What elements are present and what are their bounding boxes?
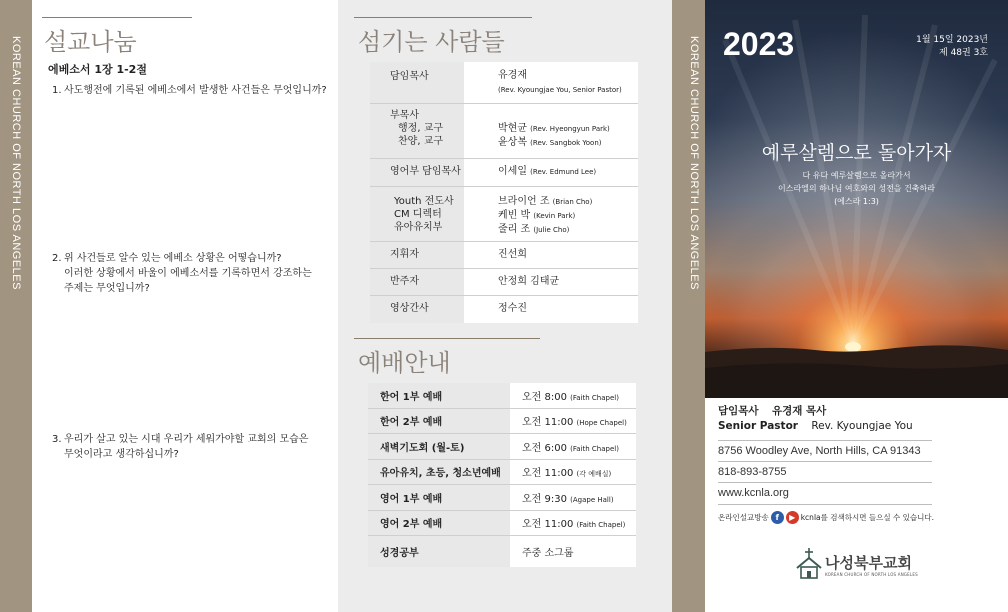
question-text: 위 사건들로 알수 있는 에베소 상황은 어떻습니까? [64,253,282,264]
verse-line: 이스라엘의 하나님 여호와의 성전을 건축하라 [777,184,935,193]
divider [718,440,932,441]
person-name-en: (Rev. Edmund Lee) [530,168,597,176]
church-name-vertical-middle: KOREAN CHURCH OF NORTH LOS ANGELES [688,36,700,290]
church-logo-subtitle: KOREAN CHURCH OF NORTH LOS ANGELES [825,572,918,577]
pastor-name-ko: 유경재 목사 [771,405,827,417]
role-cell: 반주자 [370,269,464,295]
role-cell: 지휘자 [370,242,464,268]
table-row [368,485,636,511]
phone-text: 818-893-8755 [718,466,787,478]
service-time: 주중 소그룹 [522,548,574,559]
online-label: 온라인설교방송 [718,513,769,522]
role-cell: 영어부 담임목사 [370,159,464,186]
sunset-cover-image [705,0,1008,398]
person-name: 줄리 조 [498,224,531,235]
divider [718,504,932,505]
middle-side-strip [672,0,705,612]
service-time [510,464,636,479]
youtube-icon[interactable]: ▶ [786,511,799,524]
year-heading: 2023 [723,26,795,62]
left-side-strip [0,0,32,612]
worship-table [368,383,636,567]
website-link[interactable]: www.kcnla.org [718,487,789,499]
divider [718,482,932,483]
scripture-reference: 에베소서 1장 1-2절 [48,63,147,76]
servants-table [370,62,638,323]
person-name-en: (Rev. Sangbok Yoon) [530,139,602,147]
title-rule [42,17,192,18]
name-cell [464,62,638,103]
facebook-icon[interactable]: f [771,511,784,524]
role-cell: 영상간사 [370,296,464,323]
online-sermon-info [718,511,934,524]
question-text: 이러한 상황에서 바울이 에베소서를 기록하면서 강조하는 [64,268,312,279]
question-number: 2. [52,253,62,264]
service-time [510,515,636,530]
sermon-title: 설교나눔 [44,28,137,56]
name-cell [464,104,638,158]
role-label: 부목사 [390,110,419,121]
table-row [368,460,636,486]
table-row [368,434,636,460]
cover-panel [705,0,1008,612]
sub-role-label: 행정, 교구 [398,123,443,134]
service-time [510,388,636,403]
time-text: 오전 11:00 [522,519,574,531]
question-text: 사도행전에 기록된 에베소에서 발생한 사건들은 무엇입니까? [64,85,327,96]
service-name: 성경공부 [368,536,510,567]
church-logo [795,546,925,586]
question-text: 우리가 살고 있는 시대 우리가 세워가야할 교회의 모습은 [64,434,309,445]
question-number: 3. [52,434,62,445]
cover-verse [705,169,1008,208]
role-label: CM 디렉터 [394,209,442,220]
name-cell: 안정희 김태균 [498,276,560,287]
question-text: 무엇이라고 생각하십니까? [64,449,179,460]
service-name: 한어 2부 예배 [368,409,510,434]
question-number: 1. [52,85,62,96]
online-text: kcnla를 검색하시면 들으실 수 있습니다. [800,513,934,522]
service-time [510,413,636,428]
servants-worship-panel [338,0,672,612]
divider [718,461,932,462]
time-text: 오전 9:30 [522,493,567,505]
place-text: (각 예배실) [576,470,612,479]
name-cell: 정수진 [498,303,527,314]
place-text: (Faith Chapel) [576,521,626,530]
church-logo-name: 나성북부교회 [825,554,912,572]
time-text: 오전 6:00 [522,442,567,454]
issue-number: 제 48권 3호 [939,48,988,58]
place-text: (Faith Chapel) [570,444,619,453]
person-name-en: (Julie Cho) [533,226,570,234]
table-row [370,269,638,296]
question-3 [52,432,342,462]
pastor-info [718,404,913,434]
person-name: 박현균 [498,123,527,134]
church-name-vertical-left: KOREAN CHURCH OF NORTH LOS ANGELES [10,36,22,290]
worship-title: 예배안내 [358,349,451,377]
church-building-icon [795,546,823,580]
table-row [370,242,638,269]
service-name: 유아유치, 초등, 청소년예배 [368,460,510,485]
cover-title: 예루살렘으로 돌아가자 [761,142,952,164]
title-rule [354,17,532,18]
role-cell: 담임목사 [370,62,464,103]
place-text: (Agape Hall) [570,495,614,504]
place-text: (Hope Chapel) [576,419,627,428]
verse-line: 다 유다 예루살렘으로 올라가서 [802,171,911,180]
person-name: 윤상복 [498,137,527,148]
role-cell [370,187,464,241]
sub-role-label: 찬양, 교구 [398,136,443,147]
service-name: 새벽기도회 (월-토) [368,434,510,459]
service-time [510,439,636,454]
person-name: 케빈 박 [498,210,531,221]
table-row [370,296,638,323]
place-text: (Faith Chapel) [570,393,619,402]
address-text: 8756 Woodley Ave, North Hills, CA 91343 [718,445,921,457]
sermon-sharing-panel [32,0,338,612]
time-text: 오전 11:00 [522,417,574,429]
time-text: 오전 11:00 [522,468,574,480]
table-row [368,536,636,567]
person-name-en: (Brian Cho) [552,198,593,206]
service-name: 영어 2부 예배 [368,511,510,536]
verse-reference: (에스라 1:3) [834,197,879,206]
question-1 [52,83,342,98]
pastor-name-en: Rev. Kyoungjae You [811,420,913,432]
title-rule [354,338,540,339]
issue-date: 1월 15일 2023년 [916,35,988,45]
person-name: 유경재 [498,70,527,81]
name-cell: 진선희 [498,249,527,260]
table-row [370,187,638,242]
table-row [370,159,638,187]
role-label: Youth 전도사 [394,196,454,207]
issue-info [916,34,988,60]
person-name: 브라이언 조 [498,196,550,207]
table-row [368,511,636,537]
role-label: 유아유치부 [394,222,443,233]
name-cell [464,187,638,241]
person-name: 이세일 [498,166,527,177]
service-name: 영어 1부 예배 [368,485,510,510]
table-row [370,104,638,159]
table-row [368,383,636,409]
servants-title: 섬기는 사람들 [358,28,505,56]
question-2 [52,251,342,296]
pastor-label-en: Senior Pastor [718,420,798,432]
time-text: 오전 8:00 [522,391,567,403]
table-row [368,409,636,435]
contact-info [705,398,1008,612]
person-name-en: (Rev. Kyoungjae You, Senior Pastor) [498,86,622,94]
pastor-label-ko: 담임목사 [718,405,759,417]
role-cell [370,104,464,158]
person-name-en: (Kevin Park) [533,212,576,220]
question-text: 주제는 무엇입니까? [64,283,150,294]
table-row [370,62,638,104]
name-cell [464,159,638,186]
person-name-en: (Rev. Hyeongyun Park) [530,125,610,133]
service-name: 한어 1부 예배 [368,383,510,408]
service-time [510,490,636,505]
